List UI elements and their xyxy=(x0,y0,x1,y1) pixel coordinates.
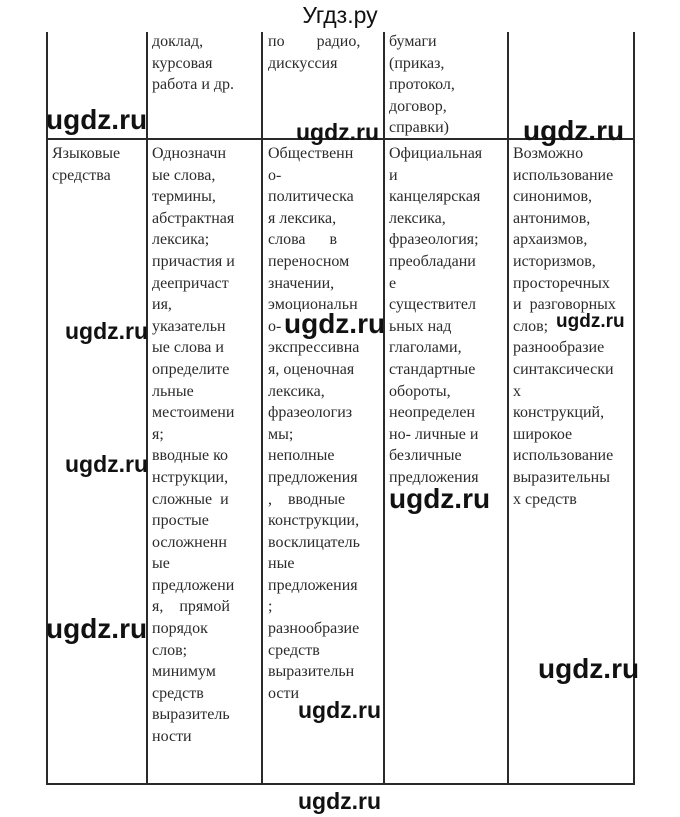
watermark: ugdz.ru xyxy=(389,483,491,514)
table-border-left xyxy=(46,32,48,784)
watermark: ugdz.ru xyxy=(296,119,380,145)
column-divider-4 xyxy=(507,32,509,784)
site-title: Угдз.ру xyxy=(302,2,378,28)
watermark: ugdz.ru xyxy=(65,318,149,344)
main-row-col5-cell: Возможно использование синонимов, антонимов, архаизмов, историзмов, просторечных и разговорных слов; разнообразие синтаксически х конструкций, широкое использование выразительны х средств xyxy=(513,145,616,508)
watermark: ugdz.ru xyxy=(65,451,149,477)
top-row-col4-cell: бумаги (приказ, протокол, договор, справки) xyxy=(389,33,455,137)
main-row-col2-cell: Однозначн ые слова, термины, абстрактная лексика; причастия и деепричаст ия, указательн ые слова и определите льные местоимени я; вводные ко нструкции, сложные и простые осложненн ые предложени я, прямой порядок слов; минимум средств выразитель ности xyxy=(152,145,235,746)
watermark: ugdz.ru xyxy=(298,697,382,723)
main-row-col4-cell: Официальная и канцелярская лексика, фразеология; преобладани е существител ьных над глаголами, стандартные обороты, неопределен но- личные и безличные предложения xyxy=(389,145,483,486)
top-row-col3-cell: по радио, дискуссия xyxy=(268,33,361,72)
watermark: ugdz.ru xyxy=(538,653,640,684)
top-row-col2-cell: доклад, курсовая работа и др. xyxy=(152,33,235,94)
main-row-col3-cell: Общественн о- политическа я лексика, слова в переносном значении, эмоциональн о- экспрессивна я, оценочная лексика, фразеологиз мы; неполные предложения , вводные конструкции, восклицатель ные предложения ; разнообразие средств выразительн ости xyxy=(268,145,360,702)
watermark: ugdz.ru xyxy=(284,308,386,339)
watermark: ugdz.ru xyxy=(46,104,148,135)
column-divider-1 xyxy=(146,32,148,784)
row-header-cell: Языковые средства xyxy=(52,145,121,184)
table-border-bottom xyxy=(46,783,635,785)
watermark: ugdz.ru xyxy=(556,311,625,332)
watermark: ugdz.ru xyxy=(298,788,382,814)
watermark: ugdz.ru xyxy=(46,613,148,644)
column-divider-2 xyxy=(261,32,263,784)
watermark: ugdz.ru xyxy=(523,115,625,146)
column-divider-3 xyxy=(383,32,385,784)
